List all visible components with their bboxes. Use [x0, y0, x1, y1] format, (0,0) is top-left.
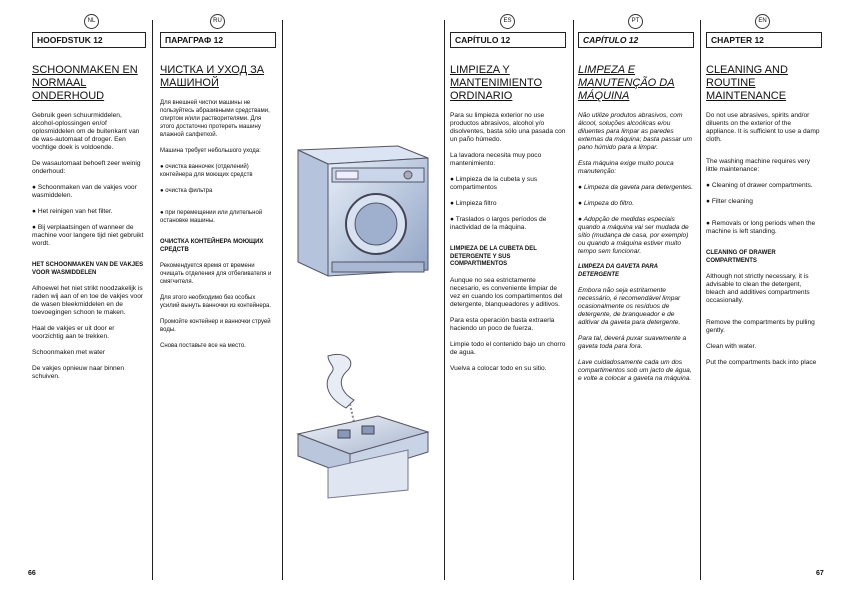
subheading: LIMPEZA DA GAVETA PARA DETERGENTE [578, 264, 658, 278]
bullet-item: ● Removals or long periods when the machine is left standing. [706, 220, 816, 235]
paragraph: Para esta operación basta extraerla haciendo un poco de fuerza. [450, 316, 555, 332]
chapter-heading: CAPÍTULO 12 [578, 32, 694, 48]
column-nl [32, 20, 146, 389]
page-number-right: 67 [816, 570, 824, 577]
column-es [450, 20, 566, 381]
paragraph: Haal de vakjes er uit door er voorzichtig aan te trekken. [32, 325, 115, 340]
chapter-heading: ПАРАГРАФ 12 [160, 32, 276, 48]
separator [282, 20, 283, 580]
paragraph: Aunque no sea estrictamente necesario, es conveniente limpiar de vez en cuando los compartimentos del detergente, blanqueadores y aditivos. [450, 276, 563, 308]
separator [700, 20, 701, 580]
paragraph: Clean with water. [706, 343, 757, 350]
bullet-item: ● очистка фильтра [160, 188, 213, 194]
bullet-item: ● Limpieza de la cubeta y sus compartimentos [450, 176, 538, 191]
paragraph: La lavadora necesita muy poco mantenimiento: [450, 152, 542, 167]
detergent-drawer-illustration [288, 350, 440, 500]
separator [573, 20, 574, 580]
column-ru [160, 20, 276, 358]
column-pt [578, 20, 694, 391]
paragraph: Schoonmaken met water [32, 349, 105, 356]
paragraph: Remove the compartments by pulling gently. [706, 319, 815, 334]
bullet-item: ● Bij verplaatsingen of wanneer de machine voor langere tijd niet gebruikt wordt. [32, 224, 144, 247]
bullet-item: ● Schoonmaken van de vakjes voor wasmiddelen. [32, 184, 137, 199]
bullet-item: ● Cleaning of drawer compartments. [706, 182, 813, 189]
bullet-item: ● Filter cleaning [706, 198, 753, 205]
bullet-item: ● Traslados o largos períodos de inactividad de la máquina. [450, 216, 547, 231]
paragraph: Não utilize produtos abrasivos, com álcool, soluções alcoólicas e/ou diluentes para limpar as paredes externas da máquina; basta passar um pano húmido para a limpar. [578, 112, 692, 151]
paragraph: Although not strictly necessary, it is advisable to clean the detergent, bleach and additives compartments occasionally. [706, 273, 810, 304]
paragraph: Do not use abrasives, spirits and/or diluents on the exterior of the appliance. It is sufficient to use a damp cloth. [706, 112, 820, 143]
subheading: HET SCHOONMAKEN VAN DE VAKJES VOOR WASMIDDELEN [32, 262, 144, 276]
paragraph: Снова поставьте все на место. [160, 343, 246, 349]
section-title: LIMPIEZA Y MANTENIMIENTO ORDINARIO [450, 64, 543, 102]
bullet-item: ● очистка ванночек (отделений) контейнера для моющих средств [160, 164, 253, 178]
paragraph: Для внешней чистки машины не пользуйтесь абразивными средствами, спиртом и/или растворителями. Для этого достаточно протереть машину влажной салфеткой. [160, 100, 270, 138]
paragraph: Put the compartments back into place [706, 359, 817, 366]
paragraph: Embora não seja estritamente necessário, é recomendável limpar ocasionalmente os resíduos de detergente, de branqueador e de aditivar da gaveta para detergente. [578, 287, 681, 326]
washing-machine-illustration [288, 140, 440, 280]
paragraph: Para su limpieza exterior no use productos abrasivos, alcohol y/o disolventes, basta sólo una pasada con un paño húmedo. [450, 112, 566, 143]
section-title: LIMPEZA E MANUTENÇÃO DA MÁQUINA [578, 64, 675, 102]
section-title: SCHOONMAKEN EN NORMAAL ONDERHOUD [32, 64, 138, 102]
paragraph: Lave cuidadosamente cada um dos compartimentos sob um jacto de água, e volte a colocar a gaveta na máquina. [578, 359, 692, 382]
bullet-item: ● Limpeza do filtro. [578, 200, 635, 207]
section-title: ЧИСТКА И УХОД ЗА МАШИНОЙ [160, 64, 265, 89]
paragraph: De vakjes opnieuw naar binnen schuiven. [32, 365, 125, 380]
chapter-heading: CHAPTER 12 [706, 32, 822, 48]
paragraph: Gebruik geen schuurmiddelen, alcohol-oplossingen en/of oplosmiddelen om de buitenkant van de was-automaat of droger. Een vochtige doek is voldoende. [32, 112, 140, 151]
chapter-heading: CAPÍTULO 12 [450, 32, 566, 48]
flag-en-icon: EN [755, 14, 770, 29]
paragraph: Рекомендуется время от времени очищать отделения для отбеливателя и смягчителя. [160, 263, 272, 285]
bullet-item: ● Adopção de medidas especiais quando a máquina vai ser mudada de sítio (mudança de casa, por exemplo) ou quando a máquina estiver muito tempo sem funcionar. [578, 216, 689, 255]
subheading: LIMPIEZA DE LA CUBETA DEL DETERGENTE Y SUS COMPARTIMENTOS [450, 246, 537, 267]
paragraph: Alhoewel het niet strikt noodzakelijk is raden wij aan of en toe de vakjes voor de wasen bleekmiddelen en de toevoegingen schoon te maken. [32, 285, 144, 316]
column-en [706, 20, 822, 375]
subheading: CLEANING OF DRAWER COMPARTMENTS [706, 250, 776, 264]
separator [152, 20, 153, 580]
paragraph: Esta máquina exige muito pouca manutenção: [578, 160, 674, 175]
section-title: CLEANING AND ROUTINE MAINTENANCE [706, 64, 788, 102]
paragraph: Para tal, deverá puxar suavemente a gaveta toda para fora. [578, 335, 687, 350]
bullet-item: ● при перемещении или длительной остановке машины. [160, 210, 263, 224]
bullet-item: ● Limpieza filtro [450, 200, 497, 207]
subheading: ОЧИСТКА КОНТЕЙНЕРА МОЮЩИХ СРЕДСТВ [160, 239, 264, 253]
bullet-item: ● Limpeza da gaveta para detergentes. [578, 184, 694, 191]
flag-nl-icon: NL [84, 14, 99, 29]
paragraph: Для этого необходимо без особых усилий вынуть ванночки из контейнера. [160, 295, 272, 309]
bullet-item: ● Het reinigen van het filter. [32, 208, 113, 215]
flag-pt-icon: PT [628, 14, 643, 29]
paragraph: De wasautomaat behoeft zeer weinig onderhoud: [32, 160, 141, 175]
paragraph: Vuelva a colocar todo en su sitio. [450, 364, 547, 372]
flag-es-icon: ES [500, 14, 515, 29]
paragraph: Limpie todo el contenido bajo un chorro de agua. [450, 340, 566, 356]
paragraph: Промойте контейнер и ванночки струей воды. [160, 319, 271, 333]
page-number-left: 66 [28, 570, 36, 577]
chapter-heading: HOOFDSTUK 12 [32, 32, 146, 48]
separator [444, 20, 445, 580]
paragraph: The washing machine requires very little maintenance: [706, 158, 811, 173]
paragraph: Машина требует небольшого ухода: [160, 148, 261, 154]
flag-ru-icon: RU [210, 14, 225, 29]
